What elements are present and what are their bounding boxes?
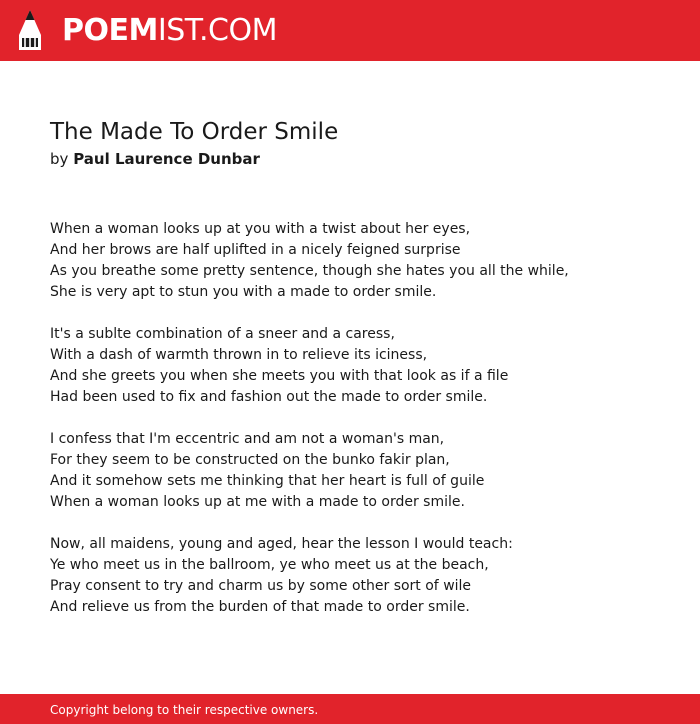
brand-light: IST.COM xyxy=(157,13,277,48)
site-footer xyxy=(0,694,700,724)
poem-title: The Made To Order Smile xyxy=(50,119,339,145)
brand-bold: POEM xyxy=(62,13,158,48)
poem-line: I confess that I'm eccentric and am not a woman's man, xyxy=(50,431,445,447)
poem-line: It's a sublte combination of a sneer and a caress, xyxy=(50,326,395,342)
byline xyxy=(50,149,260,169)
poem-line: As you breathe some pretty sentence, though she hates you all the while, xyxy=(50,263,569,279)
pencil-tip-icon xyxy=(17,9,43,51)
poem-line: And her brows are half uplifted in a nicely feigned surprise xyxy=(50,242,461,258)
poem-line: Pray consent to try and charm us by some other sort of wile xyxy=(50,578,472,594)
poem-line: She is very apt to stun you with a made to order smile. xyxy=(50,284,437,300)
poem-body xyxy=(50,219,670,639)
poem-line: Ye who meet us in the ballroom, ye who meet us at the beach, xyxy=(50,557,489,573)
stanza-4 xyxy=(50,534,670,618)
poem-line: For they seem to be constructed on the bunko fakir plan, xyxy=(50,452,450,468)
poem-line: Now, all maidens, young and aged, hear the lesson I would teach: xyxy=(50,536,513,552)
by-label: by xyxy=(50,150,69,168)
poem-line: When a woman looks up at you with a twist about her eyes, xyxy=(50,221,471,237)
poem-line: With a dash of warmth thrown in to relieve its iciness, xyxy=(50,347,428,363)
poem-line: And relieve us from the burden of that made to order smile. xyxy=(50,599,470,615)
stanza-1 xyxy=(50,219,670,303)
author-name[interactable]: Paul Laurence Dunbar xyxy=(73,150,260,168)
brand-logo-text xyxy=(62,14,277,48)
poem-line: And it somehow sets me thinking that her heart is full of guile xyxy=(50,473,485,489)
site-header xyxy=(0,0,700,61)
copyright-notice: Copyright belong to their respective owners. xyxy=(50,703,319,717)
stanza-2 xyxy=(50,324,670,408)
poem-line: And she greets you when she meets you with that look as if a file xyxy=(50,368,509,384)
poem-line: Had been used to fix and fashion out the made to order smile. xyxy=(50,389,488,405)
stanza-3 xyxy=(50,429,670,513)
poem-line: When a woman looks up at me with a made to order smile. xyxy=(50,494,465,510)
